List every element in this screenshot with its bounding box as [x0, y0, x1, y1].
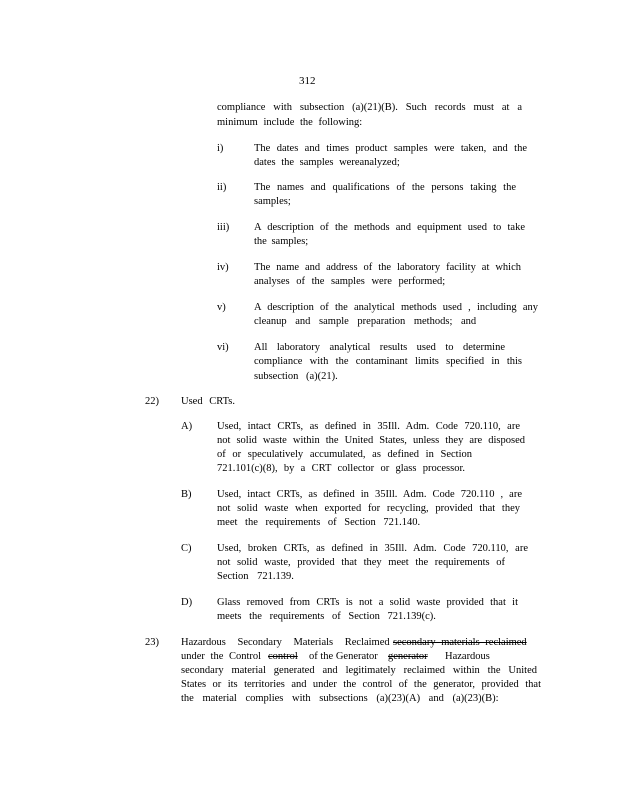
sub-item-label: C) — [181, 543, 192, 554]
sub-item-line: All laboratory analytical results used to determine — [254, 342, 505, 353]
sub-item-line: A description of the analytical methods used , including any — [254, 302, 538, 313]
sub-item-line: analyses of the samples were performed; — [254, 276, 446, 287]
item-23-line-3: secondary material generated and legitimately reclaimed within the United — [181, 665, 537, 676]
item-23-text: Hazardous — [445, 651, 490, 662]
sub-item-label: iv) — [217, 262, 229, 273]
sub-item-line: The names and qualifications of the persons taking the — [254, 182, 516, 193]
sub-item-line: cleanup and sample preparation methods; and — [254, 316, 477, 327]
sub-item-label: A) — [181, 421, 193, 432]
sub-item-label: vi) — [217, 342, 229, 353]
sub-item-line: Glass removed from CRTs is not a solid waste provided that it — [217, 597, 518, 608]
sub-item-line: not solid waste when exported for recycling, provided that they — [217, 503, 520, 514]
page-number: 312 — [299, 75, 316, 87]
sub-item-line: Section 721.139. — [217, 571, 294, 582]
sub-item-line: samples; — [254, 196, 291, 207]
sub-item-line: Used, intact CRTs, as defined in 35Ill. Adm. Code 720.110, are — [217, 421, 520, 432]
sub-item-line: compliance with the contaminant limits specified in this — [254, 356, 522, 367]
item-23-line-2 — [181, 650, 511, 665]
sub-item-label: v) — [217, 302, 226, 313]
struck-text: control — [268, 651, 298, 662]
sub-item-label: B) — [181, 489, 192, 500]
sub-item-line: subsection (a)(21). — [254, 371, 338, 382]
sub-item-line: meets the requirements of Section 721.139(c). — [217, 611, 436, 622]
item-23-line-4: States or its territories and under the control of the generator, provided that — [181, 679, 541, 690]
item-label: 22) — [145, 396, 159, 407]
sub-item-line: Used, broken CRTs, as defined in 35Ill. Adm. Code 720.110, are — [217, 543, 528, 554]
sub-item-line: A description of the methods and equipment used to take — [254, 222, 525, 233]
item-23-text: of the Generator — [309, 651, 378, 662]
sub-item-line: not solid waste within the United States, unless they are disposed — [217, 435, 525, 446]
sub-item-line: not solid waste, provided that they meet the requirements of — [217, 557, 505, 568]
sub-item-label: iii) — [217, 222, 230, 233]
intro-line-2: minimum include the following: — [217, 117, 363, 128]
sub-item-label: ii) — [217, 182, 227, 193]
sub-item-line: the samples; — [254, 236, 309, 247]
item-23-line-1 — [181, 636, 537, 651]
sub-item-line: meet the requirements of Section 721.140. — [217, 517, 421, 528]
item-23-line-5: the material complies with subsections (a)(23)(A) and (a)(23)(B): — [181, 693, 499, 704]
sub-item-line: The name and address of the laboratory facility at which — [254, 262, 521, 273]
item-23-text: under the Control — [181, 651, 262, 662]
sub-item-line: The dates and times product samples were taken, and the — [254, 143, 527, 154]
item-heading: Used CRTs. — [181, 396, 235, 407]
sub-item-line: dates the samples wereanalyzed; — [254, 157, 400, 168]
sub-item-line: Used, intact CRTs, as defined in 35Ill. Adm. Code 720.110 , are — [217, 489, 522, 500]
item-label: 23) — [145, 637, 159, 648]
sub-item-label: i) — [217, 143, 224, 154]
item-23-text: Hazardous Secondary Materials Reclaimed — [181, 637, 390, 648]
sub-item-line: of or speculatively accumulated, as defined in Section — [217, 449, 472, 460]
sub-item-line: 721.101(c)(8), by a CRT collector or glass processor. — [217, 463, 465, 474]
sub-item-label: D) — [181, 597, 193, 608]
intro-line-1: compliance with subsection (a)(21)(B). Such records must at a — [217, 102, 522, 113]
struck-text: generator — [388, 651, 428, 662]
struck-text: secondary materials reclaimed — [393, 637, 527, 648]
